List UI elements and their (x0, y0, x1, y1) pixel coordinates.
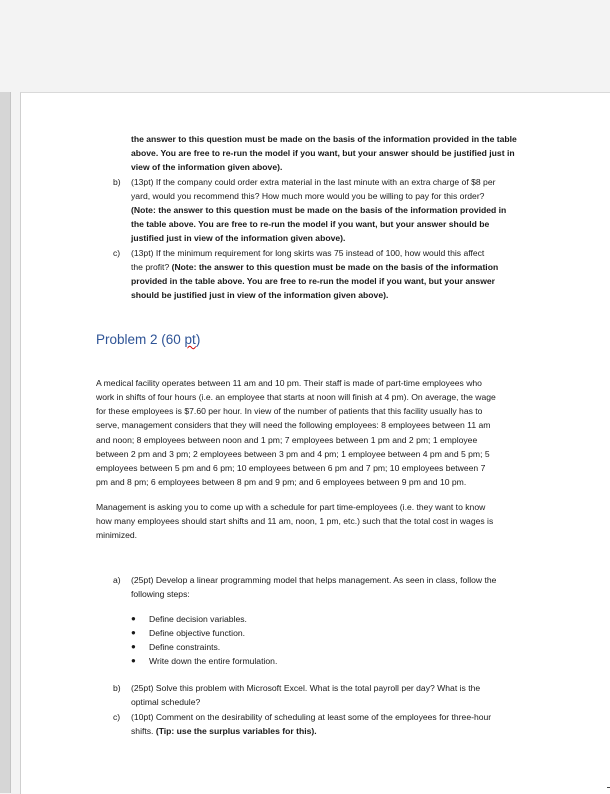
item-c-line-1: (13pt) If the minimum requirement for long skirts was 75 instead of 100, how would this affect (131, 248, 485, 258)
para2-line-3: minimized. (96, 530, 138, 540)
item-c-note-2: should be justified just in view of the information given above). (131, 290, 389, 300)
problem-2-heading (96, 332, 200, 347)
bullet-dot: ● (131, 628, 136, 637)
question-b-label: b) (113, 683, 121, 693)
item-b-note-1: (Note: the answer to this question must be made on the basis of the information provided in (131, 205, 507, 215)
window-top-band (0, 0, 610, 92)
para1-line-5: and noon; 8 employees between noon and 1 pm; 7 employees between 1 pm and 2 pm; 1 employee (96, 435, 478, 445)
para1-line-1: A medical facility operates between 11 am and 10 pm. Their staff is made of part-time employees who (96, 378, 482, 388)
item-b-note-3: justified just in view of the information given above). (131, 233, 346, 243)
para1-line-7: employees between 5 pm and 6 pm; 10 employees between 6 pm and 7 pm; 10 employees between 7 (96, 463, 486, 473)
para2-line-1: Management is asking you to come up with a schedule for part time-employees (i.e. they want to know (96, 502, 486, 512)
para1-line-8: pm and 8 pm; 6 employees between 8 pm and 9 pm; and 6 employees between 9 pm and 10 pm. (96, 477, 467, 487)
continued-line-1: the answer to this question must be made on the basis of the information provided in the table (131, 134, 517, 144)
question-b-line-2: optimal schedule? (131, 697, 201, 707)
item-c-note-1: provided in the table above. You are free to re-run the model if you want, but your answer (131, 276, 496, 286)
item-b-line-1: (13pt) If the company could order extra material in the last minute with an extra charge of $8 per (131, 177, 496, 187)
question-b-line-1: (25pt) Solve this problem with Microsoft Excel. What is the total payroll per day? What is the (131, 683, 481, 693)
bullet-dot: ● (131, 614, 136, 623)
para1-line-3: for these employees is $7.60 per hour. In view of the number of patients that this facility usually has to (96, 406, 483, 416)
item-c-line-2 (131, 260, 498, 274)
item-b-note-2: the table above. You are free to re-run the model if you want, but your answer should be (131, 219, 490, 229)
item-c-line-2-bold: (Note: the answer to this question must be made on the basis of the information (171, 262, 499, 272)
heading-spellcheck-word[interactable]: pt (184, 332, 196, 347)
item-b-label: b) (113, 177, 121, 187)
continued-line-2: above. You are free to re-run the model if you want, but your answer should be justified just in (131, 148, 515, 158)
bullet-dot: ● (131, 656, 136, 665)
para1-line-4: serve, management considers that they will need the following employees: 8 employees between 11 am (96, 420, 491, 430)
para1-line-6: between 2 pm and 3 pm; 2 employees between 3 pm and 4 pm; 1 employee between 4 pm and 5 pm; 5 (96, 449, 490, 459)
bullet-dot: ● (131, 642, 136, 651)
heading-end: ) (195, 332, 201, 347)
para1-line-2: work in shifts of four hours (i.e. an employee that starts at noon will finish at 4 pm). On average, the wage (96, 392, 496, 402)
para2-line-2: how many employees should start shifts and 11 am, noon, 1 pm, etc.) such that the total cost in wages is (96, 516, 494, 526)
question-c-line-2-normal: shifts. (131, 726, 156, 736)
continued-line-3: view of the information given above). (131, 162, 283, 172)
bullet-item-3: Define constraints. (149, 642, 221, 652)
item-c-line-2-normal: the profit? (131, 262, 172, 272)
bullet-item-4: Write down the entire formulation. (149, 656, 278, 666)
item-b-line-2: yard, would you recommend this? How much more would you be willing to pay for this order? (131, 191, 485, 201)
question-c-tip: (Tip: use the surplus variables for this). (155, 726, 317, 736)
question-a-line-1: (25pt) Develop a linear programming model that helps management. As seen in class, follow the (131, 575, 497, 585)
bullet-item-1: Define decision variables. (149, 614, 247, 624)
heading-main: Problem 2 (60 (96, 332, 185, 347)
question-a-label: a) (113, 575, 121, 585)
question-a-line-2: following steps: (131, 589, 190, 599)
question-c-line-2 (131, 724, 317, 738)
vertical-ruler (0, 92, 11, 793)
bullet-item-2: Define objective function. (149, 628, 246, 638)
question-c-line-1: (10pt) Comment on the desirability of scheduling at least some of the employees for three-hour (131, 712, 492, 722)
item-c-label: c) (113, 248, 121, 258)
question-c-label: c) (113, 712, 121, 722)
document-page[interactable] (20, 92, 610, 794)
